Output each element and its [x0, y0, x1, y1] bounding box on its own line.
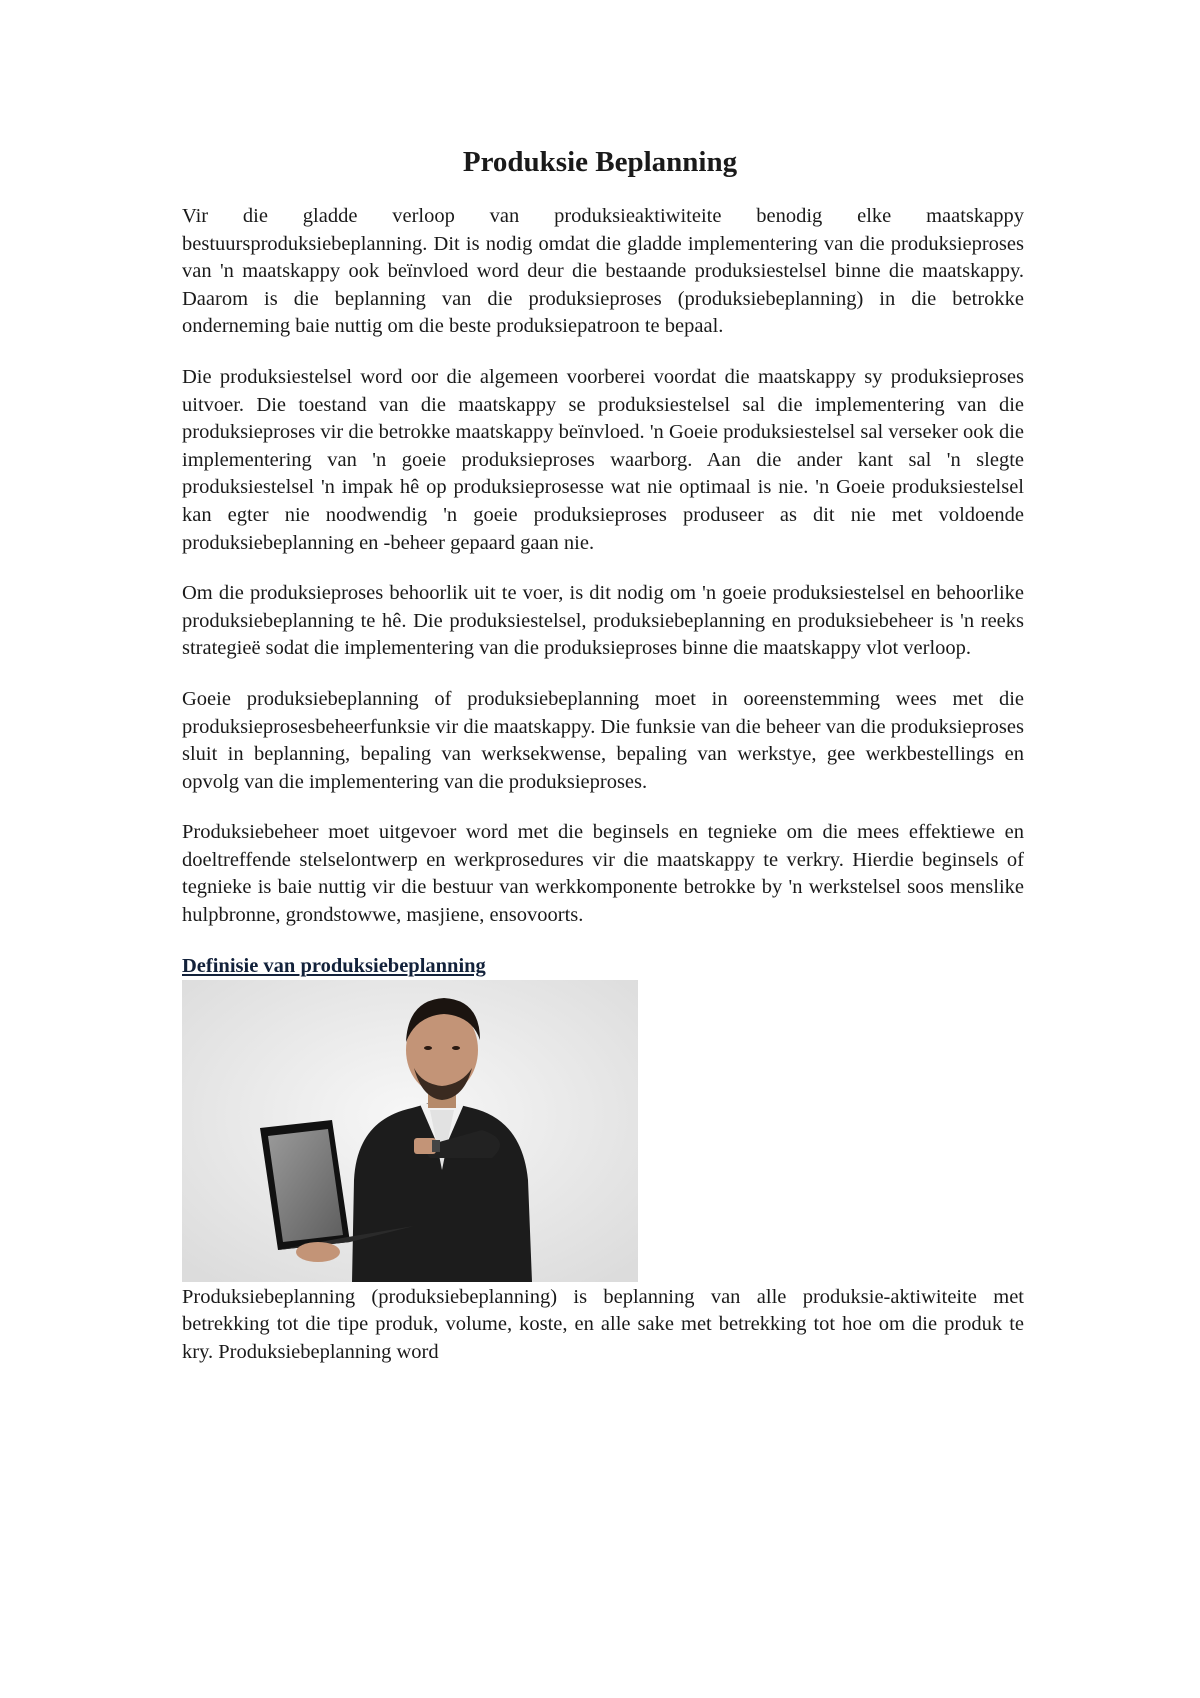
document-body [182, 203, 1024, 1389]
businessman-laptop-photo [182, 980, 638, 1282]
paragraph-3: Om die produksieproses behoorlik uit te voer, is dit nodig om 'n goeie produksiestelsel en behoorlike produksiebeplanning te hê. Die produksiestelsel, produksiebeplanning en produksiebeheer is 'n reeks strategieë sodat die implementering van die produksieproses binne die maatskappy vlot verloop. [182, 582, 1024, 660]
paragraph-after-image: Produksiebeplanning (produksiebeplanning) is beplanning van alle produksie-aktiwiteite met betrekking tot die tipe produk, volume, koste, en alle sake met betrekking tot hoe om die produk te kry. Produksiebeplanning word [182, 1285, 1024, 1363]
section-heading: Definisie van produksiebeplanning [182, 954, 486, 977]
paragraph-1: Vir die gladde verloop van produksieaktiwiteite benodig elke maatskappy bestuursproduksiebeplanning. Dit is nodig omdat die gladde implementering van die produksieproses van 'n maatskappy ook beïnvloed word deur die bestaande produksiestelsel binne die maatskappy. Daarom is die beplanning van die produksieproses (produksiebeplanning) in die betrokke onderneming baie nuttig om die beste produksiepatroon te bepaal. [182, 205, 1024, 338]
page-title: Produksie Beplanning [462, 146, 738, 178]
paragraph-5: Produksiebeheer moet uitgevoer word met die beginsels en tegnieke om die mees effektiewe en doeltreffende stelselontwerp en werkprosedures vir die maatskappy te verkry. Hierdie beginsels of tegnieke is baie nuttig vir die bestuur van werkkomponente betrokke by 'n werkstelsel soos menslike hulpbronne, grondstowwe, masjiene, ensovoorts. [182, 821, 1024, 927]
paragraph-4: Goeie produksiebeplanning of produksiebeplanning moet in ooreenstemming wees met die produksieprosesbeheerfunksie vir die maatskappy. Die funksie van die beheer van die produksieproses sluit in beplanning, bepaling van werksekwense, bepaling van werkstye, gee werkbestellings en opvolg van die implementering van die produksieproses. [182, 687, 1024, 793]
paragraph-2: Die produksiestelsel word oor die algemeen voorberei voordat die maatskappy sy produksieproses uitvoer. Die toestand van die maatskappy se produksiestelsel sal die implementering van die produksieproses vir die betrokke maatskappy beïnvloed. 'n Goeie produksiestelsel sal verseker ook die implementering van 'n goeie produksieproses waarborg. Aan die ander kant sal 'n slegte produksiestelsel 'n impak hê op produksieprosesse wat nie optimaal is nie. 'n Goeie produksiestelsel kan egter nie noodwendig 'n goeie produksieproses produseer as dit nie met voldoende produksiebeplanning en -beheer gepaard gaan nie. [182, 365, 1024, 554]
